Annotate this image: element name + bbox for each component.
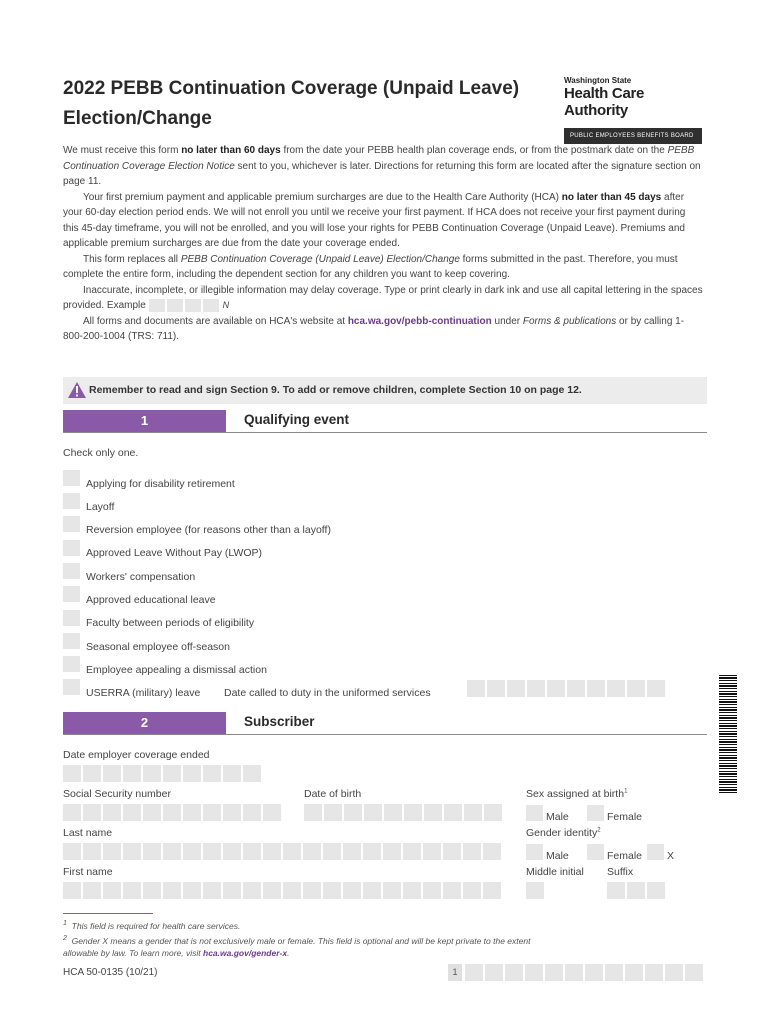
suffix-field[interactable] bbox=[607, 882, 665, 899]
checkbox-userra[interactable] bbox=[63, 679, 80, 695]
intro-p2-a: Your first premium payment and applicable premium surcharges are due to the Health Care Authority (HCA) bbox=[83, 191, 562, 203]
example-letter bbox=[185, 299, 201, 312]
footnote-ref-1: 1 bbox=[624, 788, 628, 795]
intro-p1-a: We must receive this form bbox=[63, 145, 182, 156]
intro-paragraph-1 bbox=[63, 143, 703, 190]
footnote-2-end: . bbox=[287, 947, 290, 958]
intro-p1-italic: PEBB Continuation Coverage Election Notice bbox=[63, 145, 695, 172]
intro-p4: Inaccurate, incomplete, or illegible information may delay coverage. Type or print clearly in dark ink and use all capital lettering in the spaces provided. Example bbox=[63, 284, 703, 311]
option-label: Approved educational leave bbox=[86, 594, 216, 606]
gender-male-label: Male bbox=[546, 850, 569, 862]
checkbox-disability-retirement[interactable] bbox=[63, 470, 80, 486]
intro-paragraph-5 bbox=[63, 314, 703, 345]
first-name-label: First name bbox=[63, 866, 113, 878]
intro-p3-c: forms submitted in the past. Therefore, you must complete the entire form, including the dependent section for any children you want to keep covering. bbox=[63, 253, 678, 280]
checkbox-gender-male[interactable] bbox=[526, 844, 543, 860]
checkbox-reversion[interactable] bbox=[63, 516, 80, 532]
footnote-1 bbox=[63, 917, 533, 932]
warning-icon bbox=[68, 382, 86, 398]
option-label: Seasonal employee off-season bbox=[86, 641, 230, 653]
alert-banner bbox=[63, 377, 707, 404]
intro-p2-bold: no later than 45 days bbox=[561, 191, 662, 203]
form-number: HCA 50-0135 (10/21) bbox=[63, 967, 158, 978]
ssn-label: Social Security number bbox=[63, 788, 171, 800]
sex-label bbox=[526, 788, 627, 800]
sex-male-label: Male bbox=[546, 811, 569, 823]
middle-initial-field[interactable] bbox=[526, 882, 544, 899]
intro-p5-d: or by calling 1-800-200-1004 (TRS: 711). bbox=[63, 315, 685, 342]
gender-label-text: Gender identity bbox=[526, 827, 598, 839]
checkbox-faculty[interactable] bbox=[63, 610, 80, 626]
alert-text: Remember to read and sign Section 9. To add or remove children, complete Section 10 on page 12. bbox=[89, 384, 582, 396]
example-lettering bbox=[149, 299, 230, 312]
duty-date-field[interactable] bbox=[467, 680, 665, 697]
title-line-2: Election/Change bbox=[63, 108, 212, 129]
checkbox-dismissal-appeal[interactable] bbox=[63, 656, 80, 672]
option-label: Faculty between periods of eligibility bbox=[86, 617, 255, 629]
form-title bbox=[63, 74, 519, 134]
footnotes bbox=[63, 917, 533, 959]
middle-initial-label: Middle initial bbox=[526, 866, 584, 878]
intro-text bbox=[63, 143, 703, 345]
intro-p2-c: after your 60-day election period ends. We will not enroll you until we receive your first payment. If HCA does not receive your first payment during this 45-day timeframe, you will not be enrolled, and you will lose your rights for PEBB Continuation Coverage (Unpaid Leave). Premiums and applicable premium surcharges are due from the date your coverage ended. bbox=[63, 191, 686, 249]
coverage-ended-field[interactable] bbox=[63, 765, 261, 782]
check-instruction: Check only one. bbox=[63, 447, 139, 459]
footnote-1-text: This field is required for health care services. bbox=[71, 920, 241, 931]
logo-state: Washington State bbox=[564, 76, 632, 85]
intro-p1-bold: no later than 60 days bbox=[181, 145, 281, 156]
intro-p5-a: All forms and documents are available on HCA's website at bbox=[83, 315, 348, 327]
last-name-label: Last name bbox=[63, 827, 113, 839]
gender-x-link[interactable]: hca.wa.gov/gender-x bbox=[203, 947, 288, 958]
footnote-2-text: Gender X means a gender that is not exclusively male or female. This field is optional and will be kept private to the extent allowable by law. To learn more, visit bbox=[63, 935, 531, 958]
checkbox-gender-female[interactable] bbox=[587, 844, 604, 860]
checkbox-sex-male[interactable] bbox=[526, 805, 543, 821]
gender-label bbox=[526, 827, 601, 839]
footnote-1-number: 1 bbox=[63, 919, 67, 927]
example-letter bbox=[167, 299, 183, 312]
footnote-2 bbox=[63, 932, 533, 959]
logo-board: PUBLIC EMPLOYEES BENEFITS BOARD bbox=[564, 128, 702, 144]
option-label: Approved Leave Without Pay (LWOP) bbox=[86, 547, 263, 559]
option-label: USERRA (military) leave bbox=[86, 687, 201, 699]
coverage-ended-label: Date employer coverage ended bbox=[63, 749, 210, 761]
footnote-2-number: 2 bbox=[63, 933, 67, 942]
intro-p1-c: from the date your PEBB health plan coverage ends, or from the postmark date on the bbox=[280, 145, 668, 156]
example-letter: N bbox=[203, 299, 219, 312]
checkbox-workers-comp[interactable] bbox=[63, 563, 80, 579]
last-name-field[interactable] bbox=[63, 843, 501, 860]
checkbox-seasonal[interactable] bbox=[63, 633, 80, 649]
hca-logo bbox=[564, 76, 709, 144]
barcode bbox=[719, 675, 737, 793]
checkbox-gender-x[interactable] bbox=[647, 844, 664, 860]
option-label: Layoff bbox=[86, 501, 115, 513]
gender-female-label: Female bbox=[607, 850, 643, 862]
checkbox-layoff[interactable] bbox=[63, 493, 80, 509]
section-1-title: Qualifying event bbox=[244, 412, 350, 427]
section-2-number: 2 bbox=[63, 712, 226, 734]
checkbox-lwop[interactable] bbox=[63, 540, 80, 556]
website-link[interactable]: hca.wa.gov/pebb-continuation bbox=[347, 315, 492, 327]
option-label: Employee appealing a dismissal action bbox=[86, 664, 267, 676]
sex-label-text: Sex assigned at birth bbox=[526, 788, 625, 800]
intro-p1-e: sent to you, whichever is later. Directions for returning this form are located after the signature section on page 11. bbox=[63, 160, 701, 187]
intro-p3-a: This form replaces all bbox=[83, 253, 181, 265]
dob-field[interactable] bbox=[304, 804, 502, 821]
option-label: Applying for disability retirement bbox=[86, 478, 235, 490]
intro-p5-italic: Forms & publications bbox=[522, 315, 617, 327]
ssn-field[interactable] bbox=[63, 804, 281, 821]
sex-female-label: Female bbox=[607, 811, 643, 823]
page-number: 1 bbox=[448, 964, 462, 981]
footnote-divider bbox=[63, 913, 153, 914]
intro-paragraph-4 bbox=[63, 283, 703, 314]
gender-x-label: X bbox=[667, 850, 675, 862]
section-2-header bbox=[63, 712, 707, 735]
title-line-1: 2022 PEBB Continuation Coverage (Unpaid Leave) bbox=[63, 78, 520, 99]
footnote-ref-2: 2 bbox=[597, 827, 601, 834]
dob-label: Date of birth bbox=[304, 788, 362, 800]
intro-paragraph-2 bbox=[63, 190, 703, 252]
section-2-title: Subscriber bbox=[244, 714, 315, 729]
footer-id-field bbox=[465, 964, 703, 981]
checkbox-sex-female[interactable] bbox=[587, 805, 604, 821]
example-letter bbox=[149, 299, 165, 312]
section-1-header bbox=[63, 410, 707, 433]
logo-agency: Health Care Authority bbox=[564, 85, 645, 119]
first-name-field[interactable] bbox=[63, 882, 501, 899]
section-1-number: 1 bbox=[63, 410, 226, 432]
intro-p5-b: under bbox=[491, 315, 523, 327]
intro-p3-italic: PEBB Continuation Coverage (Unpaid Leave) Election/Change bbox=[180, 253, 460, 265]
intro-paragraph-3 bbox=[63, 252, 703, 283]
duty-date-label: Date called to duty in the uniformed services bbox=[224, 687, 431, 699]
suffix-label: Suffix bbox=[607, 866, 634, 878]
option-label: Workers' compensation bbox=[86, 571, 196, 583]
option-label: Reversion employee (for reasons other than a layoff) bbox=[86, 524, 331, 536]
checkbox-educational-leave[interactable] bbox=[63, 586, 80, 602]
